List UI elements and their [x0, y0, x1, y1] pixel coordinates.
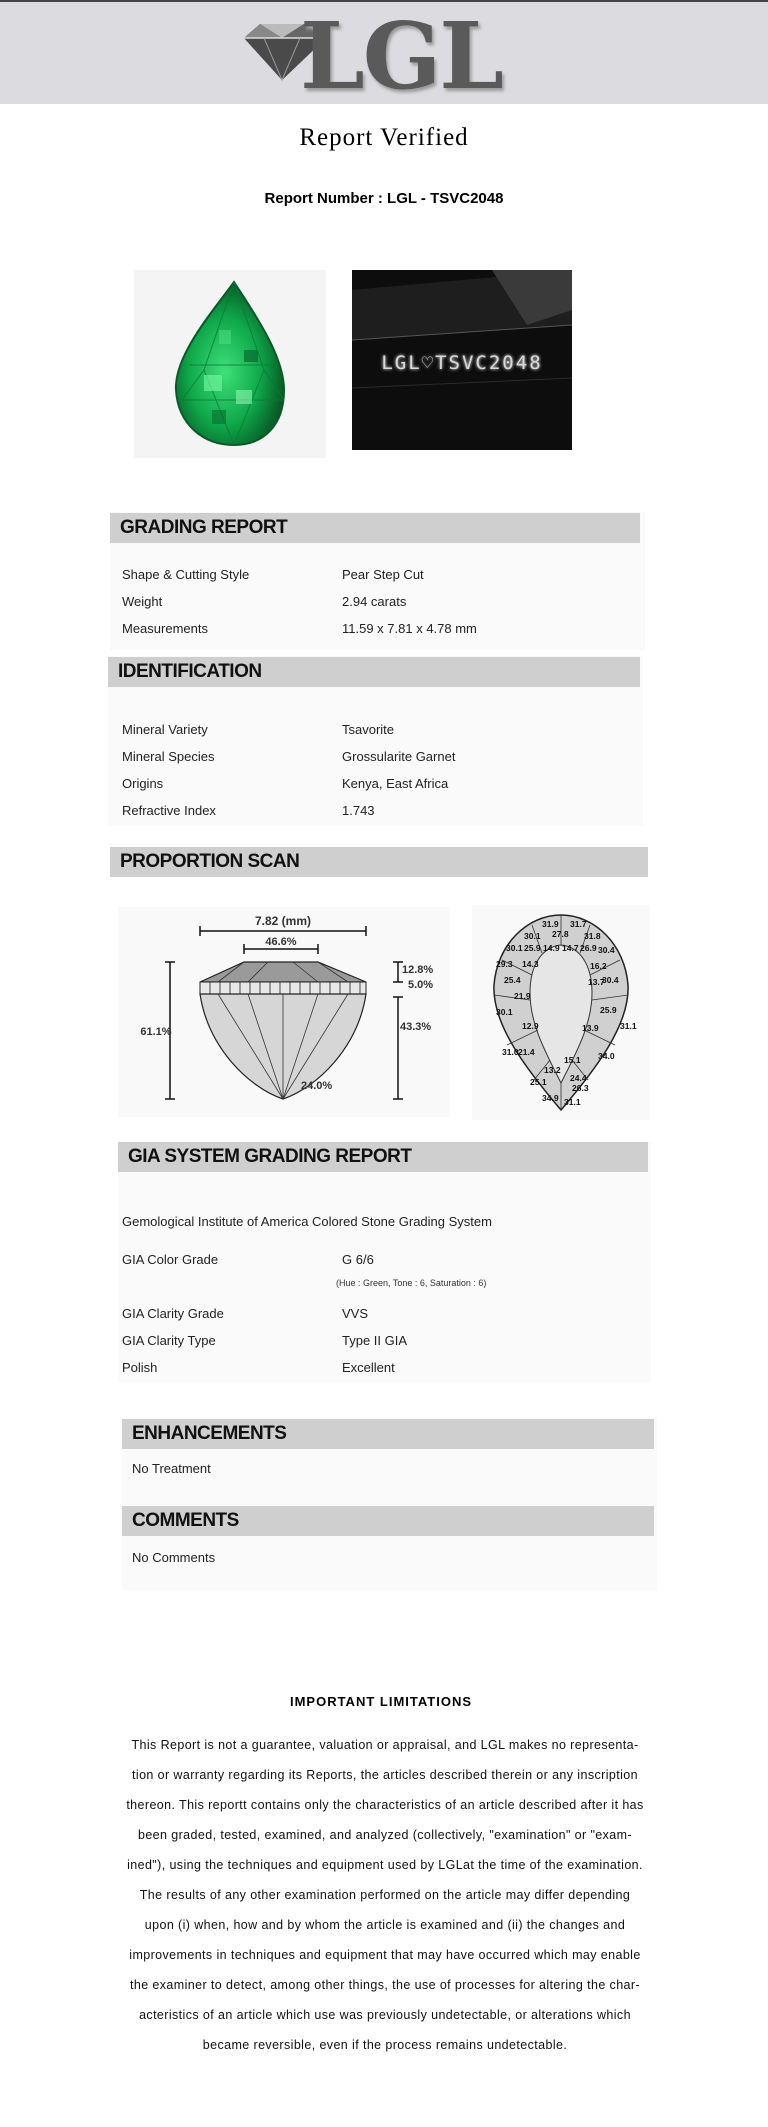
facet-angle-label: 21.4	[518, 1047, 535, 1057]
comments-text: No Comments	[132, 1550, 216, 1565]
side-profile-diagram	[118, 907, 450, 1117]
limitations-line: became reversible, even if the process remains undetectable.	[202, 2038, 568, 2052]
polish-label: Polish	[122, 1360, 158, 1375]
gem-photo	[134, 270, 326, 458]
inscription-photo	[352, 270, 572, 450]
depth-label: 61.1%	[140, 1026, 172, 1038]
limitations-line: the examiner to detect, among other things, the use of processes for altering the char-	[129, 1978, 641, 1992]
gia-color-label: GIA Color Grade	[122, 1252, 219, 1267]
facet-angle-label: 25.1	[530, 1077, 547, 1087]
shape-label: Shape & Cutting Style	[122, 567, 250, 582]
facet-angle-label: 26.9	[580, 943, 597, 953]
facet-angle-label: 14.7	[562, 943, 579, 953]
facet-angle-label: 16.2	[590, 961, 607, 971]
mineral-species-label: Mineral Species	[122, 749, 215, 764]
facet-angle-label: 12.9	[522, 1021, 539, 1031]
mineral-variety-label: Mineral Variety	[122, 722, 208, 737]
weight-value: 2.94 carats	[342, 594, 407, 609]
facet-angle-label: 30.1	[524, 931, 541, 941]
gia-clarity-grade-value: VVS	[342, 1306, 369, 1321]
limitations-title: IMPORTANT LIMITATIONS	[289, 1694, 473, 1709]
facet-angle-label: 31.7	[570, 919, 587, 929]
facet-angle-label: 30.1	[496, 1007, 513, 1017]
gem-illustration	[134, 270, 326, 458]
facet-angle-label: 25.4	[504, 975, 521, 985]
refractive-index-value: 1.743	[342, 803, 375, 818]
mineral-variety-value: Tsavorite	[342, 722, 395, 737]
facet-angle-label: 26.3	[572, 1083, 589, 1093]
identification-heading: IDENTIFICATION	[108, 657, 640, 687]
facet-angle-label: 34.0	[598, 1051, 615, 1061]
origins-value: Kenya, East Africa	[342, 776, 449, 791]
gia-clarity-type-value: Type II GIA	[342, 1333, 408, 1348]
pavilion-label: 43.3%	[400, 1021, 432, 1033]
facet-angle-label: 31.8	[584, 931, 601, 941]
facet-angle-label: 14.3	[522, 959, 539, 969]
gia-heading: GIA SYSTEM GRADING REPORT	[118, 1142, 648, 1172]
origins-label: Origins	[122, 776, 164, 791]
facet-angle-label: 25.9	[600, 1005, 617, 1015]
table-label: 46.6%	[265, 936, 297, 948]
gia-color-value: G 6/6	[342, 1252, 374, 1267]
facet-angle-label: 21.9	[514, 991, 531, 1001]
comments-heading: COMMENTS	[122, 1506, 654, 1536]
weight-label: Weight	[122, 594, 163, 609]
gia-clarity-grade-label: GIA Clarity Grade	[122, 1306, 224, 1321]
facet-angle-label: 29.3	[496, 959, 513, 969]
limitations-line: This Report is not a guarantee, valuation or appraisal, and LGL makes no representa-	[131, 1738, 639, 1752]
gia-intro: Gemological Institute of America Colored Stone Grading System	[122, 1214, 492, 1229]
logo-wordmark: LGL	[300, 2, 502, 110]
crown-label: 12.8%	[402, 964, 434, 976]
top-view-svg	[472, 905, 650, 1120]
side-profile-svg	[118, 907, 450, 1117]
facet-angle-label: 30.4	[602, 975, 619, 985]
facet-angle-label: 13.2	[544, 1065, 561, 1075]
laser-inscription: LGL♡TSVC2048	[381, 352, 543, 374]
limitations-line: thereon. This reportt contains only the characteristics of an article described after it has	[126, 1798, 644, 1812]
shape-value: Pear Step Cut	[342, 567, 424, 582]
refractive-index-label: Refractive Index	[122, 803, 216, 818]
facet-angle-label: 13.7	[588, 977, 605, 987]
enhancements-text: No Treatment	[132, 1461, 211, 1476]
limitations-line: ined"), using the techniques and equipment used by LGLat the time of the examination.	[127, 1858, 643, 1872]
top-view-diagram	[472, 905, 650, 1120]
facet-angle-label: 30.4	[598, 945, 615, 955]
report-number: Report Number : LGL - TSVC2048	[264, 190, 504, 207]
facet-angle-label: 31.1	[564, 1097, 581, 1107]
culet-label: 24.0%	[301, 1080, 333, 1092]
limitations-line: The results of any other examination performed on the article may differ depending	[139, 1888, 631, 1902]
facet-angle-label: 13.9	[582, 1023, 599, 1033]
header-banner	[0, 0, 768, 110]
girdle-label: 5.0%	[408, 979, 434, 991]
facet-angle-label: 15.1	[564, 1055, 581, 1065]
limitations-line: tion or warranty regarding its Reports, the articles described therein or any inscription	[132, 1768, 638, 1782]
gia-clarity-type-label: GIA Clarity Type	[122, 1333, 216, 1348]
proportion-scan-heading: PROPORTION SCAN	[110, 847, 648, 877]
mineral-species-value: Grossularite Garnet	[342, 749, 456, 764]
grading-report-heading: GRADING REPORT	[110, 513, 640, 543]
facet-angle-label: 31.0	[502, 1047, 519, 1057]
facet-angle-label: 25.9	[524, 943, 541, 953]
facet-angle-label: 31.1	[620, 1021, 637, 1031]
width-label: 7.82 (mm)	[254, 914, 312, 928]
facet-angle-label: 31.9	[542, 919, 559, 929]
facet-angle-label: 27.8	[552, 929, 569, 939]
page-title: Report Verified	[299, 124, 469, 151]
facet-angle-label: 34.9	[542, 1093, 559, 1103]
measurements-label: Measurements	[122, 621, 208, 636]
limitations-line: acteristics of an article which use was previously undetectable, or alterations which	[139, 2008, 631, 2022]
polish-value: Excellent	[342, 1360, 395, 1375]
facet-angle-label: 30.1	[506, 943, 523, 953]
gia-color-note: (Hue : Green, Tone : 6, Saturation : 6)	[336, 1278, 487, 1288]
limitations-line: improvements in techniques and equipment that may have occurred which may enable	[129, 1948, 641, 1962]
measurements-value: 11.59 x 7.81 x 4.78 mm	[342, 621, 477, 636]
limitations-line: been graded, tested, examined, and analyzed (collectively, "examination" or "exam-	[137, 1828, 633, 1842]
enhancements-heading: ENHANCEMENTS	[122, 1419, 654, 1449]
limitations-line: upon (i) when, how and by whom the article is examined and (ii) the changes and	[144, 1918, 626, 1932]
facet-angle-label: 24.4	[570, 1073, 587, 1083]
facet-angle-label: 14.9	[543, 943, 560, 953]
